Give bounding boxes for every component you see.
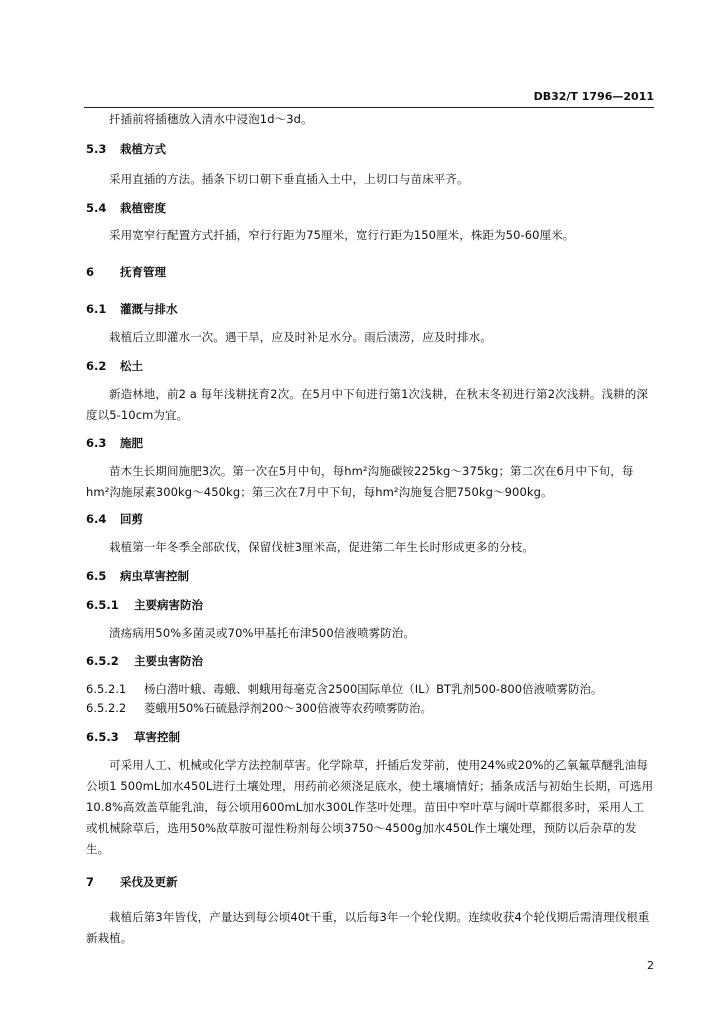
document-code: DB32/T 1796—2011 [533,90,654,103]
paragraph-6-5-1: 渍疡病用50%多菌灵或70%甲基托布津500倍液喷雾防治。 [109,626,415,640]
paragraph-6-5-3: 可采用人工、机械或化学方法控制草害。化学除草，扦插后发芽前，使用24%或20%的乙氧氟草醚乳油每公顷1 500mL加水450L进行土壤处理，用药前必须浇足底水，使土壤墒情好；插条成活与初始生长期，可选用10.8%高效盖草能乳油，每公顷用600mL加水300L作茎叶处理。苗田中窄叶草与阔叶草都很多时，采用人工或机械除草后，选用50%敌草胺可湿性粉剂每公顷3750～4500g加水450L作土壤处理，预防以后杂草的发生。 [86,758,654,856]
heading-6-5-1 [86,595,654,616]
paragraph-5-3: 采用直插的方法。插条下切口朝下垂直插入土中，上切口与苗床平齐。 [109,172,469,186]
heading-title: 抚育管理 [120,265,167,279]
item-text: 杨白潜叶蛾、毒蛾、刺蛾用每毫克含2500国际单位（IL）BT乳剂500-800倍液喷雾防治。 [144,682,603,696]
heading-number: 6.5.1 [86,598,119,612]
heading-6 [86,262,654,283]
item-number: 6.5.2.2 [86,701,127,715]
intro-paragraph: 扦插前将插穗放入清水中浸泡1d～3d。 [109,112,313,126]
paragraph-6-4: 栽植第一年冬季全部砍伐，保留伐桩3厘米高，促进第二年生长时形成更多的分枝。 [109,540,535,554]
heading-number: 6.2 [86,359,107,373]
heading-number: 6.5 [86,569,107,583]
heading-title: 主要虫害防治 [134,654,204,668]
heading-7 [86,872,654,893]
heading-number: 6.4 [86,512,107,526]
paragraph-7: 栽植后第3年皆伐，产量达到每公顷40t干重，以后每3年一个轮伐期。连续收获4个轮伐期后需清理伐根重新栽植。 [86,910,650,945]
paragraph-6-1: 栽植后立即灌水一次。遇干旱，应及时补足水分。雨后渍涝，应及时排水。 [109,330,492,344]
paragraph-6-3: 苗木生长期间施肥3次。第一次在5月中旬，每hm²沟施碳铵225kg～375kg；第二次在6月中下旬，每hm²沟施尿素300kg～450kg；第三次在7月中下旬，每hm²沟施复合肥750kg～900kg。 [86,464,634,499]
heading-number: 6.1 [86,302,107,316]
heading-number: 6.5.2 [86,654,119,668]
heading-6-2 [86,356,654,377]
heading-title: 施肥 [120,436,144,450]
heading-title: 松土 [120,359,144,373]
heading-6-5 [86,566,654,587]
heading-6-1 [86,299,654,320]
heading-title: 灌溉与排水 [120,302,178,316]
header-rule [84,107,654,108]
heading-title: 病虫草害控制 [120,569,190,583]
paragraph-5-4: 采用宽窄行配置方式扦插，窄行行距为75厘米，宽行行距为150厘米，株距为50-60厘米。 [109,228,575,242]
heading-5-4 [86,198,654,219]
item-text: 菱蛾用50%石硫悬浮剂200～300倍液等农药喷雾防治。 [144,701,432,715]
heading-6-4 [86,509,654,530]
heading-number: 5.3 [86,142,107,156]
item-6-5-2-2 [86,698,654,719]
heading-title: 栽植密度 [120,201,167,215]
page-number: 2 [647,959,654,972]
heading-6-5-2 [86,651,654,672]
heading-number: 7 [86,875,95,889]
heading-title: 草害控制 [134,730,181,744]
heading-5-3 [86,139,654,160]
heading-title: 采伐及更新 [120,875,178,889]
heading-number: 5.4 [86,201,107,215]
paragraph-6-2: 新造林地，前2 a 每年浅耕抚育2次。在5月中下旬进行第1次浅耕，在秋末冬初进行第2次浅耕。浅耕的深度以5-10cm为宜。 [86,387,648,422]
heading-title: 主要病害防治 [134,598,204,612]
heading-6-3 [86,433,654,454]
heading-title: 栽植方式 [120,142,167,156]
heading-title: 回剪 [120,512,144,526]
heading-number: 6.5.3 [86,730,119,744]
heading-6-5-3 [86,727,654,748]
heading-number: 6.3 [86,436,107,450]
heading-number: 6 [86,265,95,279]
item-number: 6.5.2.1 [86,682,127,696]
item-6-5-2-1 [86,679,654,700]
